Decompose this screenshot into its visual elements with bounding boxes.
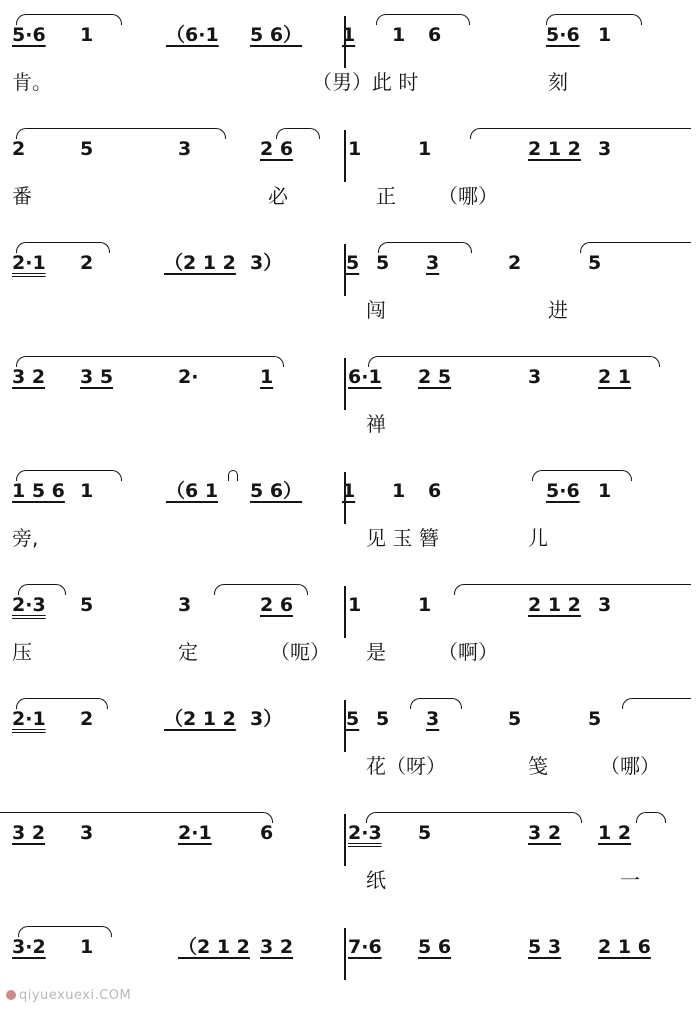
score-row xyxy=(0,124,700,238)
note-group: 3 2 xyxy=(260,936,294,958)
note-group: 5·6 xyxy=(546,24,580,46)
note-group: 1 xyxy=(392,480,406,502)
note-group: 3·2 xyxy=(12,936,46,958)
note-group: 5 xyxy=(588,252,602,274)
note-group: 2 1 xyxy=(598,366,632,388)
note-group: 2 xyxy=(12,138,26,160)
note-group: 2 1 2 xyxy=(528,594,581,616)
bar-line xyxy=(344,130,346,182)
note-group: 5 xyxy=(508,708,522,730)
note-group: 5 xyxy=(376,708,390,730)
note-group: 1 xyxy=(348,138,362,160)
note-group: 5·6 xyxy=(12,24,46,46)
note-group: 2 1 6 xyxy=(598,936,651,958)
lyric-text: 闯 xyxy=(366,298,386,322)
lyric-text: 禅 xyxy=(366,412,386,436)
note-group: 3 xyxy=(80,822,94,844)
note-group: 1 xyxy=(348,594,362,616)
note-group: 1 xyxy=(598,480,612,502)
lyric-text: 花（呀） xyxy=(366,754,446,778)
note-group: 3 xyxy=(178,594,192,616)
note-group: （2 1 2 xyxy=(164,708,236,730)
note-group: 2·3 xyxy=(12,594,46,616)
lyric-text: 必 xyxy=(268,184,288,208)
note-group: 3） xyxy=(250,252,283,274)
note-group: 3 xyxy=(178,138,192,160)
note-group: 3 xyxy=(426,252,440,274)
note-group: 1 xyxy=(342,480,356,502)
note-group: 3 2 xyxy=(12,822,46,844)
lyric-text: （啊） xyxy=(438,640,498,664)
note-group: 1 2 xyxy=(598,822,632,844)
lyric-text: 旁, xyxy=(12,526,39,550)
note-group: 2 xyxy=(508,252,522,274)
note-group: 1 xyxy=(342,24,356,46)
note-group: 5 6 xyxy=(418,936,452,958)
watermark-logo-icon xyxy=(6,990,16,1000)
lyric-text: 定 xyxy=(178,640,198,664)
note-group: 2 5 xyxy=(418,366,452,388)
lyric-text: 一 xyxy=(620,868,640,892)
score-row xyxy=(0,808,700,922)
watermark xyxy=(6,988,131,1003)
note-group: 5 xyxy=(80,138,94,160)
lyric-text: 刻 xyxy=(548,70,568,94)
lyric-text: 番 xyxy=(12,184,32,208)
note-group: 1 xyxy=(260,366,274,388)
slur-mark xyxy=(16,356,284,367)
lyric-text: （男）此 时 xyxy=(312,70,419,94)
slur-mark xyxy=(228,470,238,481)
score-row xyxy=(0,922,700,1036)
lyric-text: 压 xyxy=(12,640,32,664)
note-group: 1 xyxy=(392,24,406,46)
note-group: 3 xyxy=(528,366,542,388)
score-row xyxy=(0,10,700,124)
bar-line xyxy=(344,586,346,638)
note-group: 2 xyxy=(80,708,94,730)
note-group: 5 6） xyxy=(250,480,303,502)
lyric-text: 笺 xyxy=(528,754,548,778)
note-group: 6 xyxy=(260,822,274,844)
bar-line xyxy=(344,358,346,410)
score-row xyxy=(0,694,700,808)
score-row xyxy=(0,352,700,466)
lyric-text: 纸 xyxy=(366,868,386,892)
lyric-text: 肯。 xyxy=(12,70,52,94)
note-group: 5 xyxy=(346,252,360,274)
note-group: 7·6 xyxy=(348,936,382,958)
note-group: （2 1 2 xyxy=(164,252,236,274)
bar-line xyxy=(344,814,346,866)
note-group: 3 xyxy=(598,594,612,616)
note-group: 2· xyxy=(178,366,199,388)
score-row xyxy=(0,238,700,352)
lyric-text: 正 xyxy=(376,184,396,208)
note-group: 3 2 xyxy=(12,366,46,388)
bar-line xyxy=(344,928,346,980)
score-row xyxy=(0,466,700,580)
lyric-text: 进 xyxy=(548,298,568,322)
note-group: 2 6 xyxy=(260,594,294,616)
note-group: 5 xyxy=(376,252,390,274)
lyric-text: 见 玉 簪 xyxy=(366,526,439,550)
note-group: 6 xyxy=(428,24,442,46)
note-group: （2 1 2 xyxy=(178,936,250,958)
note-group: 2·1 xyxy=(178,822,212,844)
note-group: 3 5 xyxy=(80,366,114,388)
note-group: 2·3 xyxy=(348,822,382,844)
note-group: 1 xyxy=(418,594,432,616)
note-group: 5 xyxy=(80,594,94,616)
note-group: 3 xyxy=(598,138,612,160)
slur-mark xyxy=(378,242,472,253)
note-group: 2·1 xyxy=(12,708,46,730)
note-group: 1 xyxy=(80,24,94,46)
slur-mark xyxy=(622,698,691,709)
note-group: 5 3 xyxy=(528,936,562,958)
slur-mark xyxy=(636,812,666,823)
note-group: 2 1 2 xyxy=(528,138,581,160)
watermark-text: qiyuexuexi.COM xyxy=(19,988,132,1003)
note-group: 2 6 xyxy=(260,138,294,160)
note-group: （6·1 xyxy=(166,24,219,46)
slur-mark xyxy=(376,14,470,25)
note-group: 5 xyxy=(418,822,432,844)
note-group: 1 xyxy=(80,936,94,958)
slur-mark xyxy=(16,128,226,139)
note-group: 1 xyxy=(598,24,612,46)
note-group: 5 xyxy=(588,708,602,730)
note-group: 1 xyxy=(418,138,432,160)
note-group: （6 1 xyxy=(166,480,219,502)
note-group: 2 xyxy=(80,252,94,274)
note-group: 6·1 xyxy=(348,366,382,388)
score-row xyxy=(0,580,700,694)
lyric-text: （哪） xyxy=(438,184,498,208)
lyric-text: 儿 xyxy=(528,526,548,550)
note-group: 1 xyxy=(80,480,94,502)
note-group: 1 5 6 xyxy=(12,480,65,502)
lyric-text: 是 xyxy=(366,640,386,664)
note-group: 5 xyxy=(346,708,360,730)
note-group: 3 2 xyxy=(528,822,562,844)
note-group: 3） xyxy=(250,708,283,730)
note-group: 3 xyxy=(426,708,440,730)
note-group: 2·1 xyxy=(12,252,46,274)
note-group: 6 xyxy=(428,480,442,502)
lyric-text: （呃） xyxy=(270,640,330,664)
note-group: 5 6） xyxy=(250,24,303,46)
note-group: 5·6 xyxy=(546,480,580,502)
lyric-text: （哪） xyxy=(600,754,660,778)
